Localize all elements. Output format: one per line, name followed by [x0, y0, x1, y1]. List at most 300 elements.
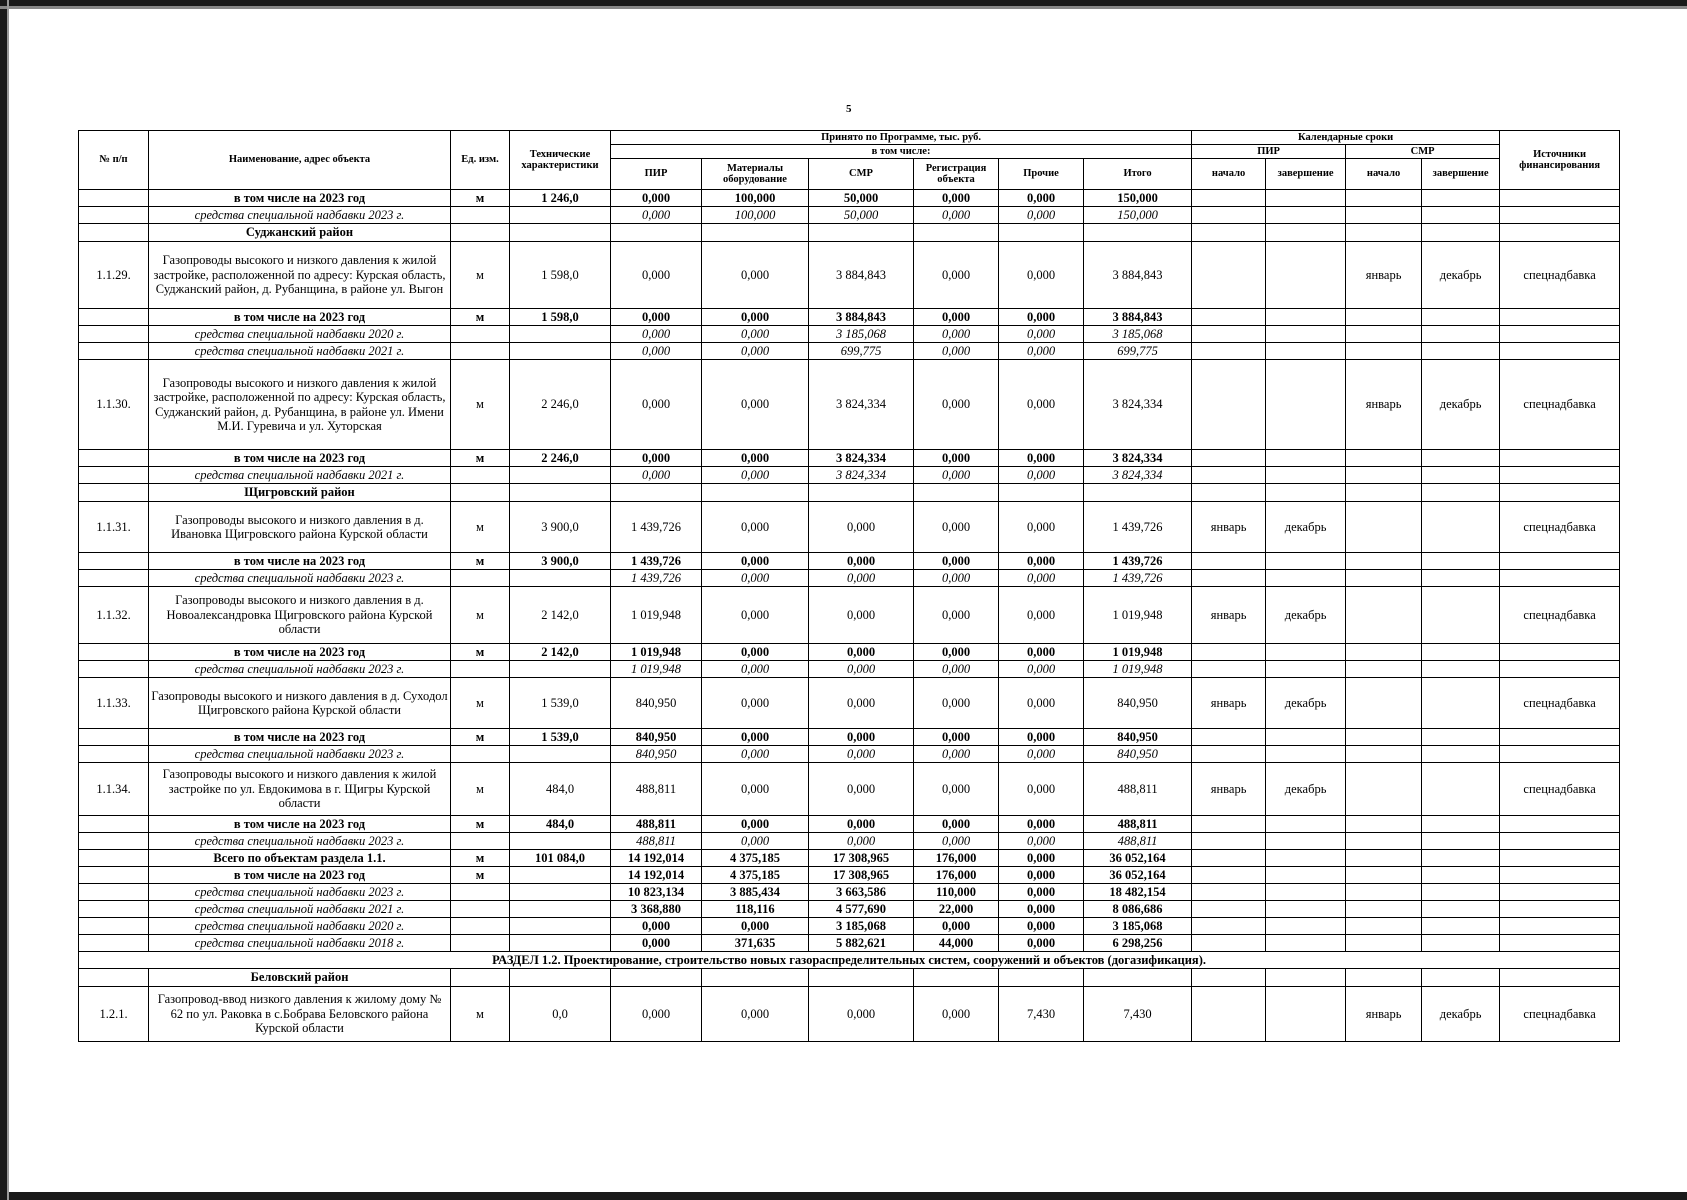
pir-start-cell: январь [1192, 587, 1266, 644]
empty-cell [1192, 190, 1266, 207]
empty-cell [914, 224, 999, 242]
pir-cell: 0,000 [611, 326, 702, 343]
pir-cell: 488,811 [611, 816, 702, 833]
other-cell: 0,000 [999, 502, 1084, 553]
empty-cell [1422, 918, 1500, 935]
materials-cell: 100,000 [702, 207, 809, 224]
registration-cell: 0,000 [914, 570, 999, 587]
registration-cell: 0,000 [914, 833, 999, 850]
empty-cell [1346, 326, 1422, 343]
materials-cell: 118,116 [702, 901, 809, 918]
tech-cell: 2 142,0 [510, 587, 611, 644]
total-cell: 840,950 [1084, 746, 1192, 763]
other-cell: 0,000 [999, 360, 1084, 450]
empty-cell [1266, 918, 1346, 935]
smr-cell: 3 884,843 [809, 242, 914, 309]
empty-cell [702, 969, 809, 987]
tech-cell: 2 246,0 [510, 360, 611, 450]
empty-cell [1422, 570, 1500, 587]
accepted-header: Принято по Программе, тыс. руб. [611, 131, 1192, 145]
empty-cell [999, 224, 1084, 242]
unit-cell [451, 901, 510, 918]
total-cell: 488,811 [1084, 816, 1192, 833]
registration-cell: 0,000 [914, 242, 999, 309]
tech-cell [510, 884, 611, 901]
row-num-cell [79, 833, 149, 850]
empty-cell [1500, 918, 1620, 935]
empty-cell [999, 484, 1084, 502]
pir-end-cell [1266, 987, 1346, 1042]
other-cell: 0,000 [999, 918, 1084, 935]
col-smr-header: СМР [809, 159, 914, 190]
empty-cell [1346, 850, 1422, 867]
registration-cell: 110,000 [914, 884, 999, 901]
smr-cell: 17 308,965 [809, 867, 914, 884]
materials-cell: 3 885,434 [702, 884, 809, 901]
registration-cell: 0,000 [914, 587, 999, 644]
row-number: 1.1.32. [79, 587, 149, 644]
registration-cell: 0,000 [914, 207, 999, 224]
empty-cell [1500, 450, 1620, 467]
empty-cell [1422, 969, 1500, 987]
other-cell: 0,000 [999, 553, 1084, 570]
empty-cell [1346, 570, 1422, 587]
total-cell: 36 052,164 [1084, 867, 1192, 884]
calendar-header: Календарные сроки [1192, 131, 1500, 145]
total-cell: 3 824,334 [1084, 467, 1192, 484]
pir-cell: 10 823,134 [611, 884, 702, 901]
smr-cell: 0,000 [809, 587, 914, 644]
empty-cell [1192, 326, 1266, 343]
tech-cell [510, 918, 611, 935]
other-cell: 7,430 [999, 987, 1084, 1042]
empty-cell [1266, 644, 1346, 661]
unit-cell: м [451, 678, 510, 729]
empty-cell [1192, 969, 1266, 987]
row-num-cell [79, 343, 149, 360]
col-total-header: Итого [1084, 159, 1192, 190]
row-num-cell [79, 935, 149, 952]
pir-end-cell: декабрь [1266, 587, 1346, 644]
pir-cell: 14 192,014 [611, 867, 702, 884]
empty-cell [1422, 467, 1500, 484]
tech-cell [510, 746, 611, 763]
row-num-cell [79, 570, 149, 587]
empty-cell [1346, 309, 1422, 326]
total-cell: 840,950 [1084, 729, 1192, 746]
unit-cell [451, 570, 510, 587]
empty-cell [611, 224, 702, 242]
total-cell: 18 482,154 [1084, 884, 1192, 901]
empty-cell [1266, 450, 1346, 467]
registration-cell: 0,000 [914, 360, 999, 450]
table-row-sub [79, 816, 1620, 833]
empty-cell [1500, 309, 1620, 326]
table-row-object [79, 587, 1620, 644]
materials-cell: 0,000 [702, 587, 809, 644]
pir-cell: 0,000 [611, 935, 702, 952]
empty-cell [1500, 850, 1620, 867]
district-name: Беловский район [149, 969, 451, 987]
smr-start-cell [1346, 587, 1422, 644]
empty-cell [1266, 833, 1346, 850]
empty-cell [1346, 918, 1422, 935]
smr-cell: 0,000 [809, 661, 914, 678]
materials-cell: 0,000 [702, 467, 809, 484]
pir-end-cell [1266, 242, 1346, 309]
empty-cell [1266, 326, 1346, 343]
total-cell: 1 019,948 [1084, 587, 1192, 644]
table-row-fund [79, 343, 1620, 360]
other-cell: 0,000 [999, 467, 1084, 484]
empty-cell [1422, 326, 1500, 343]
table-row-object [79, 502, 1620, 553]
smr-cell: 0,000 [809, 763, 914, 816]
row-label: в том числе на 2023 год [149, 190, 451, 207]
row-label: средства специальной надбавки 2023 г. [149, 833, 451, 850]
empty-cell [1192, 833, 1266, 850]
smr-end-cell [1422, 763, 1500, 816]
empty-cell [1192, 570, 1266, 587]
empty-cell [1500, 729, 1620, 746]
empty-cell [1346, 661, 1422, 678]
empty-cell [1500, 224, 1620, 242]
total-cell: 7,430 [1084, 987, 1192, 1042]
empty-cell [1500, 343, 1620, 360]
registration-cell: 176,000 [914, 867, 999, 884]
table-row-fund [79, 207, 1620, 224]
unit-cell: м [451, 729, 510, 746]
empty-cell [510, 484, 611, 502]
table-row-object [79, 242, 1620, 309]
other-cell: 0,000 [999, 763, 1084, 816]
empty-cell [510, 969, 611, 987]
table-row-object [79, 678, 1620, 729]
other-cell: 0,000 [999, 207, 1084, 224]
row-num-cell [79, 746, 149, 763]
registration-cell: 0,000 [914, 190, 999, 207]
empty-cell [1192, 729, 1266, 746]
total-cell: 840,950 [1084, 678, 1192, 729]
empty-cell [1422, 309, 1500, 326]
row-number: 1.1.29. [79, 242, 149, 309]
row-label: средства специальной надбавки 2023 г. [149, 207, 451, 224]
empty-cell [1500, 833, 1620, 850]
empty-cell [1192, 484, 1266, 502]
other-cell: 0,000 [999, 570, 1084, 587]
other-cell: 0,000 [999, 309, 1084, 326]
table-row-tot-fund [79, 884, 1620, 901]
other-cell: 0,000 [999, 343, 1084, 360]
empty-cell [1192, 207, 1266, 224]
smr-cell: 699,775 [809, 343, 914, 360]
row-label: средства специальной надбавки 2023 г. [149, 661, 451, 678]
other-cell: 0,000 [999, 242, 1084, 309]
empty-cell [1266, 343, 1346, 360]
empty-cell [1500, 816, 1620, 833]
materials-cell: 0,000 [702, 553, 809, 570]
row-label: в том числе на 2023 год [149, 644, 451, 661]
smr-cell: 3 824,334 [809, 467, 914, 484]
table-row-district [79, 484, 1620, 502]
tech-cell [510, 867, 611, 884]
source-cell: спецнадбавка [1500, 360, 1620, 450]
other-cell: 0,000 [999, 884, 1084, 901]
total-cell: 150,000 [1084, 190, 1192, 207]
empty-cell [809, 484, 914, 502]
smr-cell: 3 824,334 [809, 450, 914, 467]
row-label: средства специальной надбавки 2020 г. [149, 918, 451, 935]
tech-cell: 1 539,0 [510, 678, 611, 729]
object-name: Газопроводы высокого и низкого давления в д. Новоалександровка Щигровского района Курской области [149, 587, 451, 644]
col-pir-header: ПИР [611, 159, 702, 190]
smr-cell: 0,000 [809, 729, 914, 746]
row-number: 1.2.1. [79, 987, 149, 1042]
empty-cell [1346, 729, 1422, 746]
col-tech-header: Технические характеристики [510, 131, 611, 190]
empty-cell [1500, 884, 1620, 901]
table-row-total [79, 867, 1620, 884]
empty-cell [1192, 867, 1266, 884]
total-cell: 1 019,948 [1084, 644, 1192, 661]
table-row-total [79, 850, 1620, 867]
row-num-cell [79, 450, 149, 467]
table-row-fund [79, 833, 1620, 850]
unit-cell [451, 833, 510, 850]
empty-cell [1192, 884, 1266, 901]
pir-cell: 0,000 [611, 242, 702, 309]
row-num-cell [79, 484, 149, 502]
table-row-sub [79, 309, 1620, 326]
smr-end-cell: декабрь [1422, 987, 1500, 1042]
empty-cell [1500, 326, 1620, 343]
empty-cell [1266, 884, 1346, 901]
empty-cell [1422, 850, 1500, 867]
table-row-sub [79, 729, 1620, 746]
empty-cell [1422, 884, 1500, 901]
empty-cell [611, 484, 702, 502]
pir-cell: 488,811 [611, 833, 702, 850]
empty-cell [1192, 467, 1266, 484]
other-cell: 0,000 [999, 729, 1084, 746]
smr-cell: 0,000 [809, 833, 914, 850]
empty-cell [1192, 850, 1266, 867]
total-cell: 1 439,726 [1084, 502, 1192, 553]
source-cell: спецнадбавка [1500, 242, 1620, 309]
tech-cell [510, 935, 611, 952]
total-cell: 699,775 [1084, 343, 1192, 360]
smr-start-cell [1346, 678, 1422, 729]
smr-cell: 0,000 [809, 987, 914, 1042]
smr-end-cell: декабрь [1422, 360, 1500, 450]
other-cell: 0,000 [999, 867, 1084, 884]
row-label: средства специальной надбавки 2023 г. [149, 570, 451, 587]
source-cell: спецнадбавка [1500, 587, 1620, 644]
unit-cell [451, 326, 510, 343]
materials-cell: 0,000 [702, 644, 809, 661]
object-name: Газопроводы высокого и низкого давления к жилой застройке, расположенной по адресу: Курская область, Суджанский район, д. Рубанщина, в районе ул. Имени М.И. Гуревича и ул. Хуторская [149, 360, 451, 450]
tech-cell [510, 570, 611, 587]
tech-cell: 1 246,0 [510, 190, 611, 207]
total-cell: 3 824,334 [1084, 360, 1192, 450]
empty-cell [1192, 553, 1266, 570]
table-row-tot-fund [79, 918, 1620, 935]
empty-cell [1192, 935, 1266, 952]
empty-cell [1266, 553, 1346, 570]
tech-cell: 484,0 [510, 763, 611, 816]
other-cell: 0,000 [999, 644, 1084, 661]
col-other-header: Прочие [999, 159, 1084, 190]
tech-cell: 1 539,0 [510, 729, 611, 746]
materials-cell: 4 375,185 [702, 850, 809, 867]
empty-cell [1500, 570, 1620, 587]
source-cell: спецнадбавка [1500, 763, 1620, 816]
row-num-cell [79, 901, 149, 918]
unit-cell: м [451, 816, 510, 833]
empty-cell [1500, 484, 1620, 502]
unit-cell: м [451, 850, 510, 867]
row-num-cell [79, 644, 149, 661]
registration-cell: 44,000 [914, 935, 999, 952]
empty-cell [1500, 467, 1620, 484]
table-row-fund [79, 746, 1620, 763]
unit-cell [451, 661, 510, 678]
row-num-cell [79, 729, 149, 746]
row-label: в том числе на 2023 год [149, 816, 451, 833]
cal-smr-header: СМР [1346, 145, 1500, 159]
empty-cell [1192, 644, 1266, 661]
smr-cell: 3 824,334 [809, 360, 914, 450]
total-cell: 488,811 [1084, 833, 1192, 850]
smr-end-cell [1422, 502, 1500, 553]
table-row-fund [79, 661, 1620, 678]
table-row-fund [79, 467, 1620, 484]
source-cell: спецнадбавка [1500, 987, 1620, 1042]
empty-cell [702, 224, 809, 242]
registration-cell: 0,000 [914, 553, 999, 570]
smr-cell: 0,000 [809, 816, 914, 833]
row-num-cell [79, 190, 149, 207]
empty-cell [1422, 661, 1500, 678]
tech-cell [510, 661, 611, 678]
unit-cell: м [451, 644, 510, 661]
other-cell: 0,000 [999, 746, 1084, 763]
unit-cell [451, 935, 510, 952]
row-label: средства специальной надбавки 2023 г. [149, 746, 451, 763]
unit-cell: м [451, 242, 510, 309]
empty-cell [1084, 484, 1192, 502]
pir-cell: 1 019,948 [611, 587, 702, 644]
materials-cell: 0,000 [702, 833, 809, 850]
pir-end-cell: декабрь [1266, 678, 1346, 729]
registration-cell: 176,000 [914, 850, 999, 867]
tech-cell: 1 598,0 [510, 242, 611, 309]
table-row-sub [79, 553, 1620, 570]
empty-cell [1266, 850, 1346, 867]
row-num-cell [79, 816, 149, 833]
row-label: средства специальной надбавки 2021 г. [149, 343, 451, 360]
pir-cell: 0,000 [611, 207, 702, 224]
other-cell: 0,000 [999, 678, 1084, 729]
smr-cell: 3 663,586 [809, 884, 914, 901]
registration-cell: 0,000 [914, 467, 999, 484]
section-title: РАЗДЕЛ 1.2. Проектирование, строительство новых газораспределительных систем, сооружений и объектов (догазификация). [79, 952, 1620, 969]
empty-cell [1192, 816, 1266, 833]
empty-cell [1422, 816, 1500, 833]
pir-end-cell: декабрь [1266, 763, 1346, 816]
row-label: в том числе на 2023 год [149, 729, 451, 746]
empty-cell [1192, 661, 1266, 678]
materials-cell: 0,000 [702, 987, 809, 1042]
tech-cell: 484,0 [510, 816, 611, 833]
materials-cell: 0,000 [702, 678, 809, 729]
col-num-header: № п/п [79, 131, 149, 190]
empty-cell [1422, 484, 1500, 502]
row-label: средства специальной надбавки 2023 г. [149, 884, 451, 901]
empty-cell [1346, 969, 1422, 987]
source-cell: спецнадбавка [1500, 502, 1620, 553]
empty-cell [1266, 570, 1346, 587]
empty-cell [1346, 816, 1422, 833]
registration-cell: 0,000 [914, 746, 999, 763]
pir-cell: 3 368,880 [611, 901, 702, 918]
table-row-object [79, 763, 1620, 816]
empty-cell [1084, 224, 1192, 242]
unit-cell: м [451, 587, 510, 644]
unit-cell: м [451, 502, 510, 553]
tech-cell: 3 900,0 [510, 553, 611, 570]
total-cell: 3 884,843 [1084, 242, 1192, 309]
pir-cell: 0,000 [611, 360, 702, 450]
smr-end-cell [1422, 587, 1500, 644]
tech-cell: 101 084,0 [510, 850, 611, 867]
smr-cell: 50,000 [809, 207, 914, 224]
materials-cell: 0,000 [702, 816, 809, 833]
smr-cell: 0,000 [809, 570, 914, 587]
empty-cell [1422, 746, 1500, 763]
empty-cell [1192, 450, 1266, 467]
empty-cell [1346, 224, 1422, 242]
pir-cell: 840,950 [611, 746, 702, 763]
smr-cell: 50,000 [809, 190, 914, 207]
empty-cell [1266, 207, 1346, 224]
row-label: в том числе на 2023 год [149, 553, 451, 570]
empty-cell [1500, 661, 1620, 678]
district-name: Суджанский район [149, 224, 451, 242]
row-num-cell [79, 309, 149, 326]
empty-cell [1266, 224, 1346, 242]
materials-cell: 0,000 [702, 661, 809, 678]
smr-start-cell: январь [1346, 987, 1422, 1042]
row-num-cell [79, 224, 149, 242]
empty-cell [1500, 867, 1620, 884]
total-cell: 488,811 [1084, 763, 1192, 816]
pir-cell: 840,950 [611, 678, 702, 729]
materials-cell: 0,000 [702, 360, 809, 450]
pir-start-cell [1192, 360, 1266, 450]
row-label: Всего по объектам раздела 1.1. [149, 850, 451, 867]
empty-cell [809, 969, 914, 987]
pir-cell: 14 192,014 [611, 850, 702, 867]
total-cell: 36 052,164 [1084, 850, 1192, 867]
smr-cell: 0,000 [809, 746, 914, 763]
col-unit-header: Ед. изм. [451, 131, 510, 190]
empty-cell [1346, 935, 1422, 952]
registration-cell: 0,000 [914, 343, 999, 360]
registration-cell: 0,000 [914, 816, 999, 833]
empty-cell [1266, 901, 1346, 918]
empty-cell [451, 969, 510, 987]
